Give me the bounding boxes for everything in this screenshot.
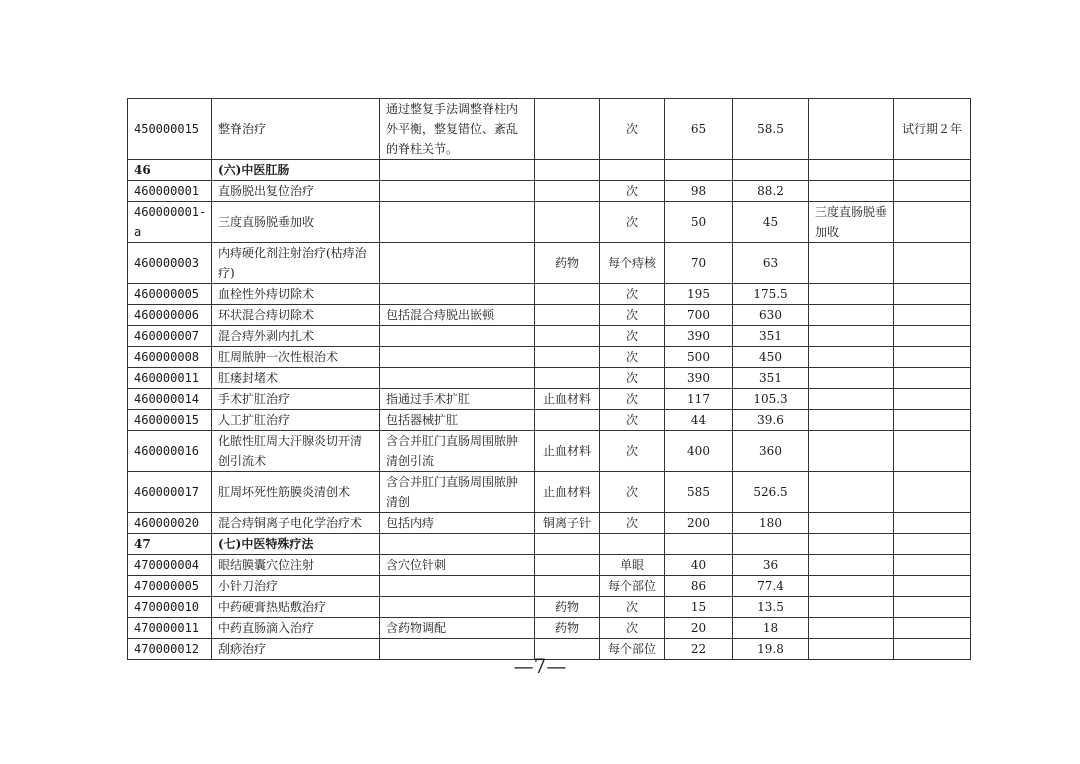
explain-cell [809, 555, 894, 576]
content-cell: 通过整复手法调整脊柱内外平衡，整复错位、紊乱的脊柱关节。 [380, 99, 535, 160]
remark-cell [894, 431, 971, 472]
remark-cell [894, 284, 971, 305]
content-cell [380, 284, 535, 305]
content-cell: 含合并肛门直肠周围脓肿清创引流 [380, 431, 535, 472]
table-row [128, 326, 971, 347]
content-cell [380, 160, 535, 181]
price-cell: 98 [665, 181, 733, 202]
remark-cell [894, 618, 971, 639]
explain-cell [809, 410, 894, 431]
name-cell: 中药直肠滴入治疗 [212, 618, 380, 639]
code-cell: 470000004 [128, 555, 212, 576]
explain-cell [809, 576, 894, 597]
code-cell: 460000008 [128, 347, 212, 368]
price-cell: 351 [733, 368, 809, 389]
name-cell: 肛瘘封堵术 [212, 368, 380, 389]
content-cell: 指通过手术扩肛 [380, 389, 535, 410]
excluded-cell [535, 534, 600, 555]
remark-cell [894, 368, 971, 389]
content-cell [380, 202, 535, 243]
excluded-cell [535, 368, 600, 389]
content-cell: 含穴位针刺 [380, 555, 535, 576]
explain-cell [809, 326, 894, 347]
name-cell: 中药硬膏热贴敷治疗 [212, 597, 380, 618]
fee-table-body [128, 99, 971, 660]
name-cell: 化脓性肛周大汗腺炎切开清创引流术 [212, 431, 380, 472]
explain-cell [809, 597, 894, 618]
unit-cell: 次 [600, 326, 665, 347]
remark-cell [894, 305, 971, 326]
excluded-cell [535, 576, 600, 597]
table-row [128, 555, 971, 576]
price-cell: 22 [665, 639, 733, 660]
excluded-cell [535, 99, 600, 160]
remark-cell [894, 202, 971, 243]
price-cell: 195 [665, 284, 733, 305]
explain-cell [809, 160, 894, 181]
price-cell: 390 [665, 368, 733, 389]
unit-cell: 次 [600, 202, 665, 243]
unit-cell: 次 [600, 347, 665, 368]
price-cell: 44 [665, 410, 733, 431]
remark-cell: 试行期２年 [894, 99, 971, 160]
price-cell: 15 [665, 597, 733, 618]
unit-cell: 每个痔核 [600, 243, 665, 284]
code-cell: 460000006 [128, 305, 212, 326]
unit-cell: 次 [600, 99, 665, 160]
unit-cell: 每个部位 [600, 639, 665, 660]
excluded-cell: 铜离子针 [535, 513, 600, 534]
name-cell: 血栓性外痔切除术 [212, 284, 380, 305]
price-cell: 700 [665, 305, 733, 326]
unit-cell: 次 [600, 284, 665, 305]
content-cell: 包括混合痔脱出嵌顿 [380, 305, 535, 326]
table-row [128, 368, 971, 389]
remark-cell [894, 326, 971, 347]
code-cell: 460000015 [128, 410, 212, 431]
name-cell: 直肠脱出复位治疗 [212, 181, 380, 202]
unit-cell: 次 [600, 597, 665, 618]
price-cell: 105.3 [733, 389, 809, 410]
remark-cell [894, 472, 971, 513]
excluded-cell [535, 347, 600, 368]
price-cell: 585 [665, 472, 733, 513]
table-row [128, 472, 971, 513]
content-cell [380, 576, 535, 597]
content-cell [380, 347, 535, 368]
excluded-cell [535, 181, 600, 202]
code-cell: 460000020 [128, 513, 212, 534]
excluded-cell: 止血材料 [535, 389, 600, 410]
remark-cell [894, 576, 971, 597]
explain-cell: 三度直肠脱垂加收 [809, 202, 894, 243]
table-row [128, 305, 971, 326]
explain-cell [809, 284, 894, 305]
unit-cell: 次 [600, 181, 665, 202]
remark-cell [894, 513, 971, 534]
name-cell: 三度直肠脱垂加收 [212, 202, 380, 243]
price-cell: 77.4 [733, 576, 809, 597]
section-row [128, 534, 971, 555]
remark-cell [894, 534, 971, 555]
name-cell: (六)中医肛肠 [212, 160, 380, 181]
table-row [128, 389, 971, 410]
price-cell: 50 [665, 202, 733, 243]
table-row [128, 284, 971, 305]
unit-cell: 次 [600, 305, 665, 326]
excluded-cell [535, 326, 600, 347]
content-cell: 含药物调配 [380, 618, 535, 639]
price-cell: 180 [733, 513, 809, 534]
content-cell: 包括器械扩肛 [380, 410, 535, 431]
name-cell: (七)中医特殊疗法 [212, 534, 380, 555]
unit-cell: 单眼 [600, 555, 665, 576]
excluded-cell [535, 410, 600, 431]
remark-cell [894, 160, 971, 181]
table-row [128, 618, 971, 639]
price-cell: 13.5 [733, 597, 809, 618]
code-cell: 460000001-a [128, 202, 212, 243]
price-cell: 526.5 [733, 472, 809, 513]
excluded-cell: 药物 [535, 243, 600, 284]
name-cell: 内痔硬化剂注射治疗(枯痔治疗) [212, 243, 380, 284]
remark-cell [894, 181, 971, 202]
code-cell: 460000016 [128, 431, 212, 472]
price-cell: 19.8 [733, 639, 809, 660]
explain-cell [809, 368, 894, 389]
explain-cell [809, 305, 894, 326]
unit-cell: 每个部位 [600, 576, 665, 597]
table-row [128, 347, 971, 368]
content-cell [380, 243, 535, 284]
price-cell: 39.6 [733, 410, 809, 431]
excluded-cell [535, 555, 600, 576]
price-cell: 400 [665, 431, 733, 472]
price-cell: 390 [665, 326, 733, 347]
code-cell: 460000017 [128, 472, 212, 513]
remark-cell [894, 243, 971, 284]
code-cell: 470000012 [128, 639, 212, 660]
content-cell [380, 534, 535, 555]
table-row [128, 99, 971, 160]
code-cell: 450000015 [128, 99, 212, 160]
price-cell: 20 [665, 618, 733, 639]
table-row [128, 576, 971, 597]
remark-cell [894, 389, 971, 410]
price-cell: 58.5 [733, 99, 809, 160]
remark-cell [894, 597, 971, 618]
explain-cell [809, 534, 894, 555]
explain-cell [809, 389, 894, 410]
name-cell: 肛周坏死性筋膜炎清创术 [212, 472, 380, 513]
name-cell: 肛周脓肿一次性根治术 [212, 347, 380, 368]
remark-cell [894, 347, 971, 368]
price-cell: 63 [733, 243, 809, 284]
excluded-cell [535, 160, 600, 181]
code-cell: 460000007 [128, 326, 212, 347]
price-cell: 450 [733, 347, 809, 368]
table-row [128, 202, 971, 243]
explain-cell [809, 243, 894, 284]
table-row [128, 181, 971, 202]
code-cell: 460000003 [128, 243, 212, 284]
unit-cell [600, 160, 665, 181]
explain-cell [809, 472, 894, 513]
content-cell [380, 326, 535, 347]
unit-cell: 次 [600, 431, 665, 472]
excluded-cell: 药物 [535, 597, 600, 618]
unit-cell: 次 [600, 513, 665, 534]
excluded-cell [535, 305, 600, 326]
unit-cell [600, 534, 665, 555]
code-cell: 460000001 [128, 181, 212, 202]
price-cell [733, 160, 809, 181]
code-cell: 47 [128, 534, 212, 555]
page-number: —7— [513, 654, 567, 678]
price-cell: 117 [665, 389, 733, 410]
remark-cell [894, 555, 971, 576]
excluded-cell: 止血材料 [535, 431, 600, 472]
unit-cell: 次 [600, 472, 665, 513]
code-cell: 470000010 [128, 597, 212, 618]
explain-cell [809, 99, 894, 160]
excluded-cell [535, 202, 600, 243]
table-row [128, 410, 971, 431]
price-cell: 86 [665, 576, 733, 597]
price-cell: 18 [733, 618, 809, 639]
excluded-cell: 药物 [535, 618, 600, 639]
explain-cell [809, 347, 894, 368]
price-cell [665, 534, 733, 555]
price-cell [733, 534, 809, 555]
table-row [128, 243, 971, 284]
name-cell: 手术扩肛治疗 [212, 389, 380, 410]
price-cell: 630 [733, 305, 809, 326]
code-cell: 460000014 [128, 389, 212, 410]
price-cell: 88.2 [733, 181, 809, 202]
name-cell: 混合痔铜离子电化学治疗术 [212, 513, 380, 534]
price-cell: 351 [733, 326, 809, 347]
price-cell [665, 160, 733, 181]
content-cell [380, 181, 535, 202]
name-cell: 刮痧治疗 [212, 639, 380, 660]
price-cell: 65 [665, 99, 733, 160]
name-cell: 整脊治疗 [212, 99, 380, 160]
code-cell: 460000005 [128, 284, 212, 305]
price-cell: 175.5 [733, 284, 809, 305]
content-cell [380, 368, 535, 389]
code-cell: 470000011 [128, 618, 212, 639]
fee-table [127, 98, 971, 660]
table-row [128, 597, 971, 618]
explain-cell [809, 431, 894, 472]
unit-cell: 次 [600, 618, 665, 639]
code-cell: 460000011 [128, 368, 212, 389]
unit-cell: 次 [600, 410, 665, 431]
remark-cell [894, 410, 971, 431]
explain-cell [809, 181, 894, 202]
content-cell: 包括内痔 [380, 513, 535, 534]
price-cell: 200 [665, 513, 733, 534]
code-cell: 46 [128, 160, 212, 181]
price-cell: 70 [665, 243, 733, 284]
excluded-cell [535, 284, 600, 305]
explain-cell [809, 618, 894, 639]
table-row [128, 431, 971, 472]
price-cell: 500 [665, 347, 733, 368]
section-row [128, 160, 971, 181]
price-cell: 36 [733, 555, 809, 576]
unit-cell: 次 [600, 389, 665, 410]
price-cell: 45 [733, 202, 809, 243]
price-cell: 360 [733, 431, 809, 472]
name-cell: 环状混合痔切除术 [212, 305, 380, 326]
table-row [128, 513, 971, 534]
name-cell: 混合痔外剥内扎术 [212, 326, 380, 347]
content-cell: 含合并肛门直肠周围脓肿清创 [380, 472, 535, 513]
name-cell: 小针刀治疗 [212, 576, 380, 597]
name-cell: 人工扩肛治疗 [212, 410, 380, 431]
excluded-cell: 止血材料 [535, 472, 600, 513]
explain-cell [809, 513, 894, 534]
code-cell: 470000005 [128, 576, 212, 597]
unit-cell: 次 [600, 368, 665, 389]
content-cell [380, 597, 535, 618]
price-cell: 40 [665, 555, 733, 576]
name-cell: 眼结膜囊穴位注射 [212, 555, 380, 576]
